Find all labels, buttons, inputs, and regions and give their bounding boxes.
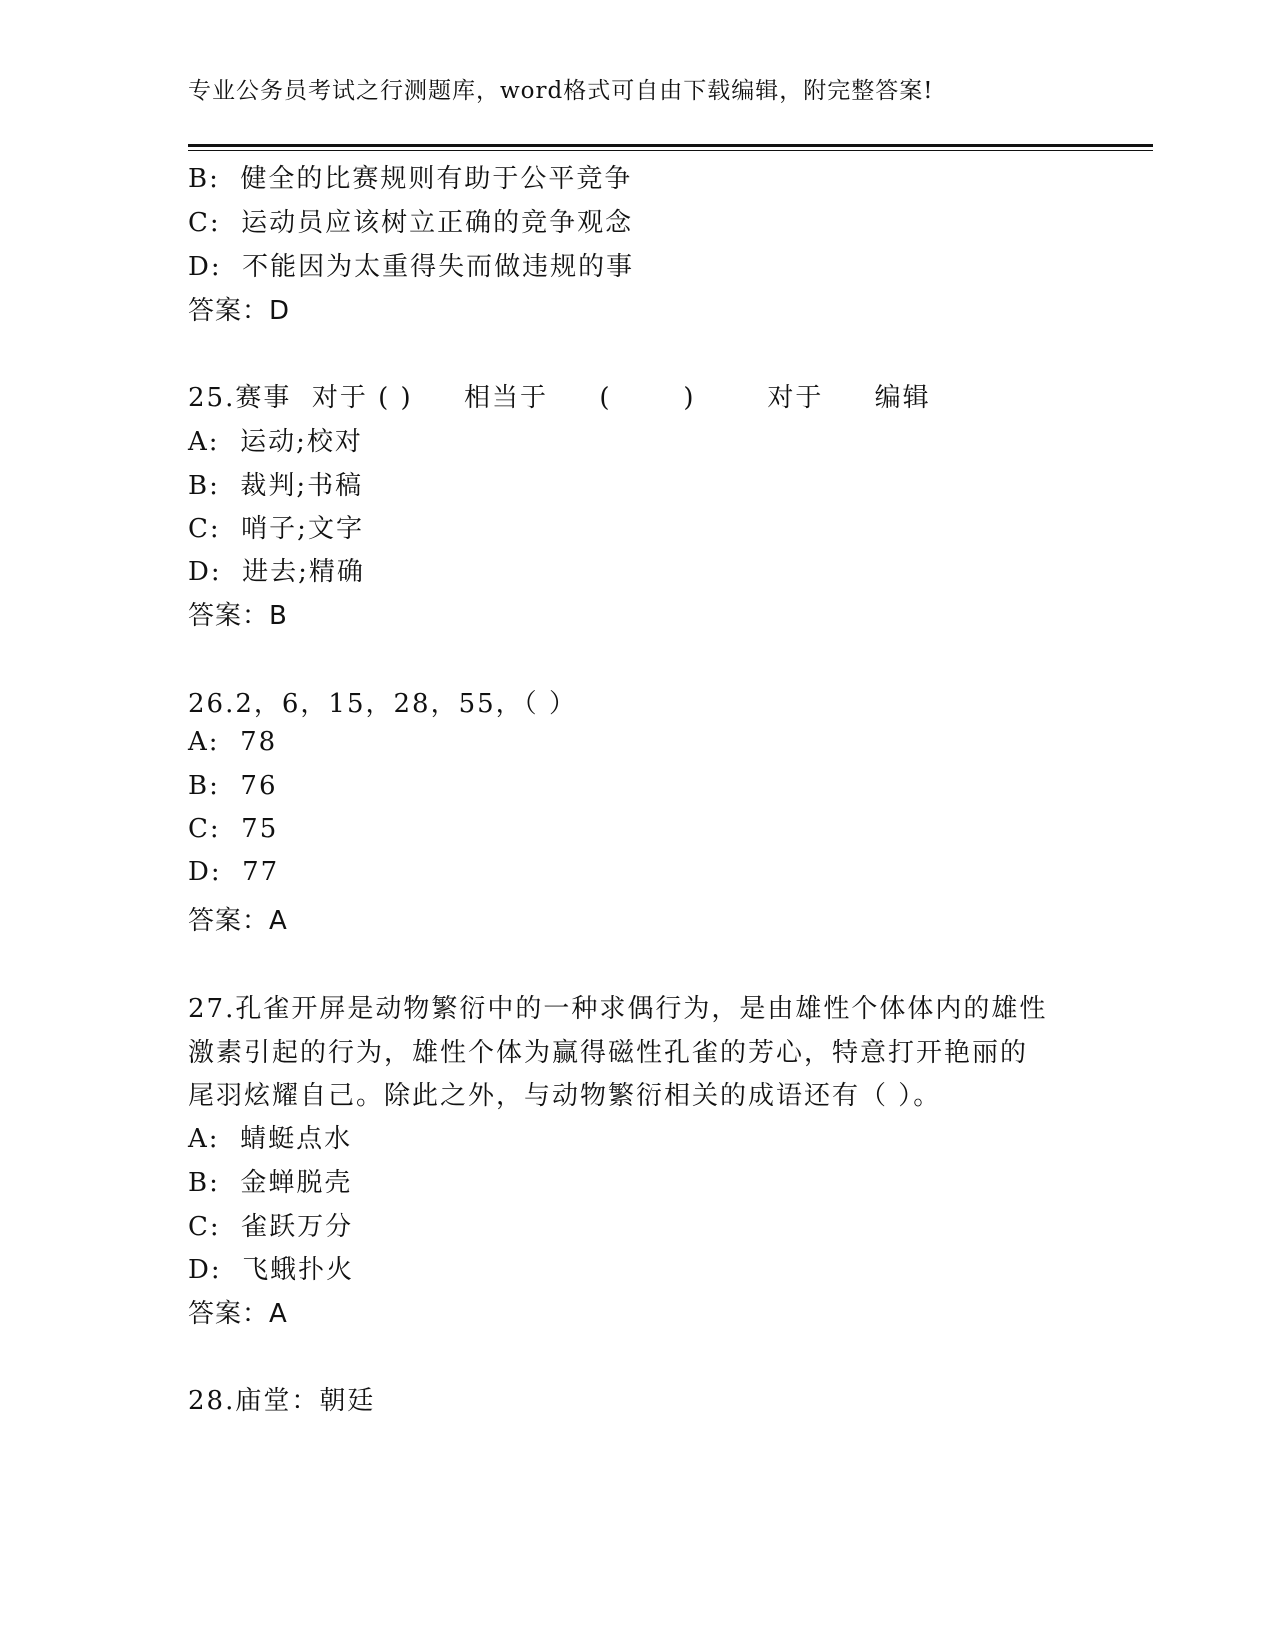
q25-answer: 答案：B (188, 601, 288, 631)
q26-option-b: B: 76 (188, 771, 278, 801)
q26-option-c: C: 75 (188, 814, 279, 844)
q27-option-a: A: 蜻蜓点水 (188, 1124, 353, 1154)
q27-option-b: B: 金蝉脱壳 (188, 1168, 353, 1198)
q24-option-c: C: 运动员应该树立正确的竞争观念 (188, 208, 634, 238)
q27-option-c: C: 雀跃万分 (188, 1212, 354, 1242)
q28-question: 28.庙堂：朝廷 (188, 1386, 376, 1416)
q26-option-a: A: 78 (188, 727, 278, 757)
q24-answer: 答案：D (188, 296, 291, 326)
q25-option-c: C: 哨子;文字 (188, 514, 364, 544)
q27-option-d: D: 飞蛾扑火 (188, 1255, 355, 1285)
q26-option-d: D: 77 (188, 857, 280, 887)
q24-option-d: D: 不能因为太重得失而做违规的事 (188, 252, 635, 282)
q27-answer: 答案：A (188, 1299, 288, 1329)
q25-option-a: A: 运动;校对 (188, 427, 363, 457)
q25-question: 25.赛事 对于 ( ) 相当于 ( ) 对于 编辑 (188, 383, 931, 413)
q27-question-line-3: 尾羽炫耀自己。除此之外，与动物繁衍相关的成语还有（ ）。 (188, 1081, 942, 1111)
q27-question-line-2: 激素引起的行为，雄性个体为赢得磁性孔雀的芳心，特意打开艳丽的 (188, 1038, 1029, 1068)
header-rule-thick (188, 144, 1153, 147)
q24-option-b: B: 健全的比赛规则有助于公平竞争 (188, 164, 633, 194)
q26-answer: 答案：A (188, 906, 288, 936)
q26-question: 26.2，6，15，28，55，（ ） (188, 689, 577, 719)
q27-question-line-1: 27.孔雀开屏是动物繁衍中的一种求偶行为，是由雄性个体体内的雄性 (188, 994, 1048, 1024)
q25-option-d: D: 进去;精确 (188, 557, 365, 587)
q25-option-b: B: 裁判;书稿 (188, 471, 364, 501)
header-rule-thin (188, 150, 1153, 151)
page-header: 专业公务员考试之行测题库，word格式可自由下载编辑，附完整答案! (188, 78, 934, 104)
